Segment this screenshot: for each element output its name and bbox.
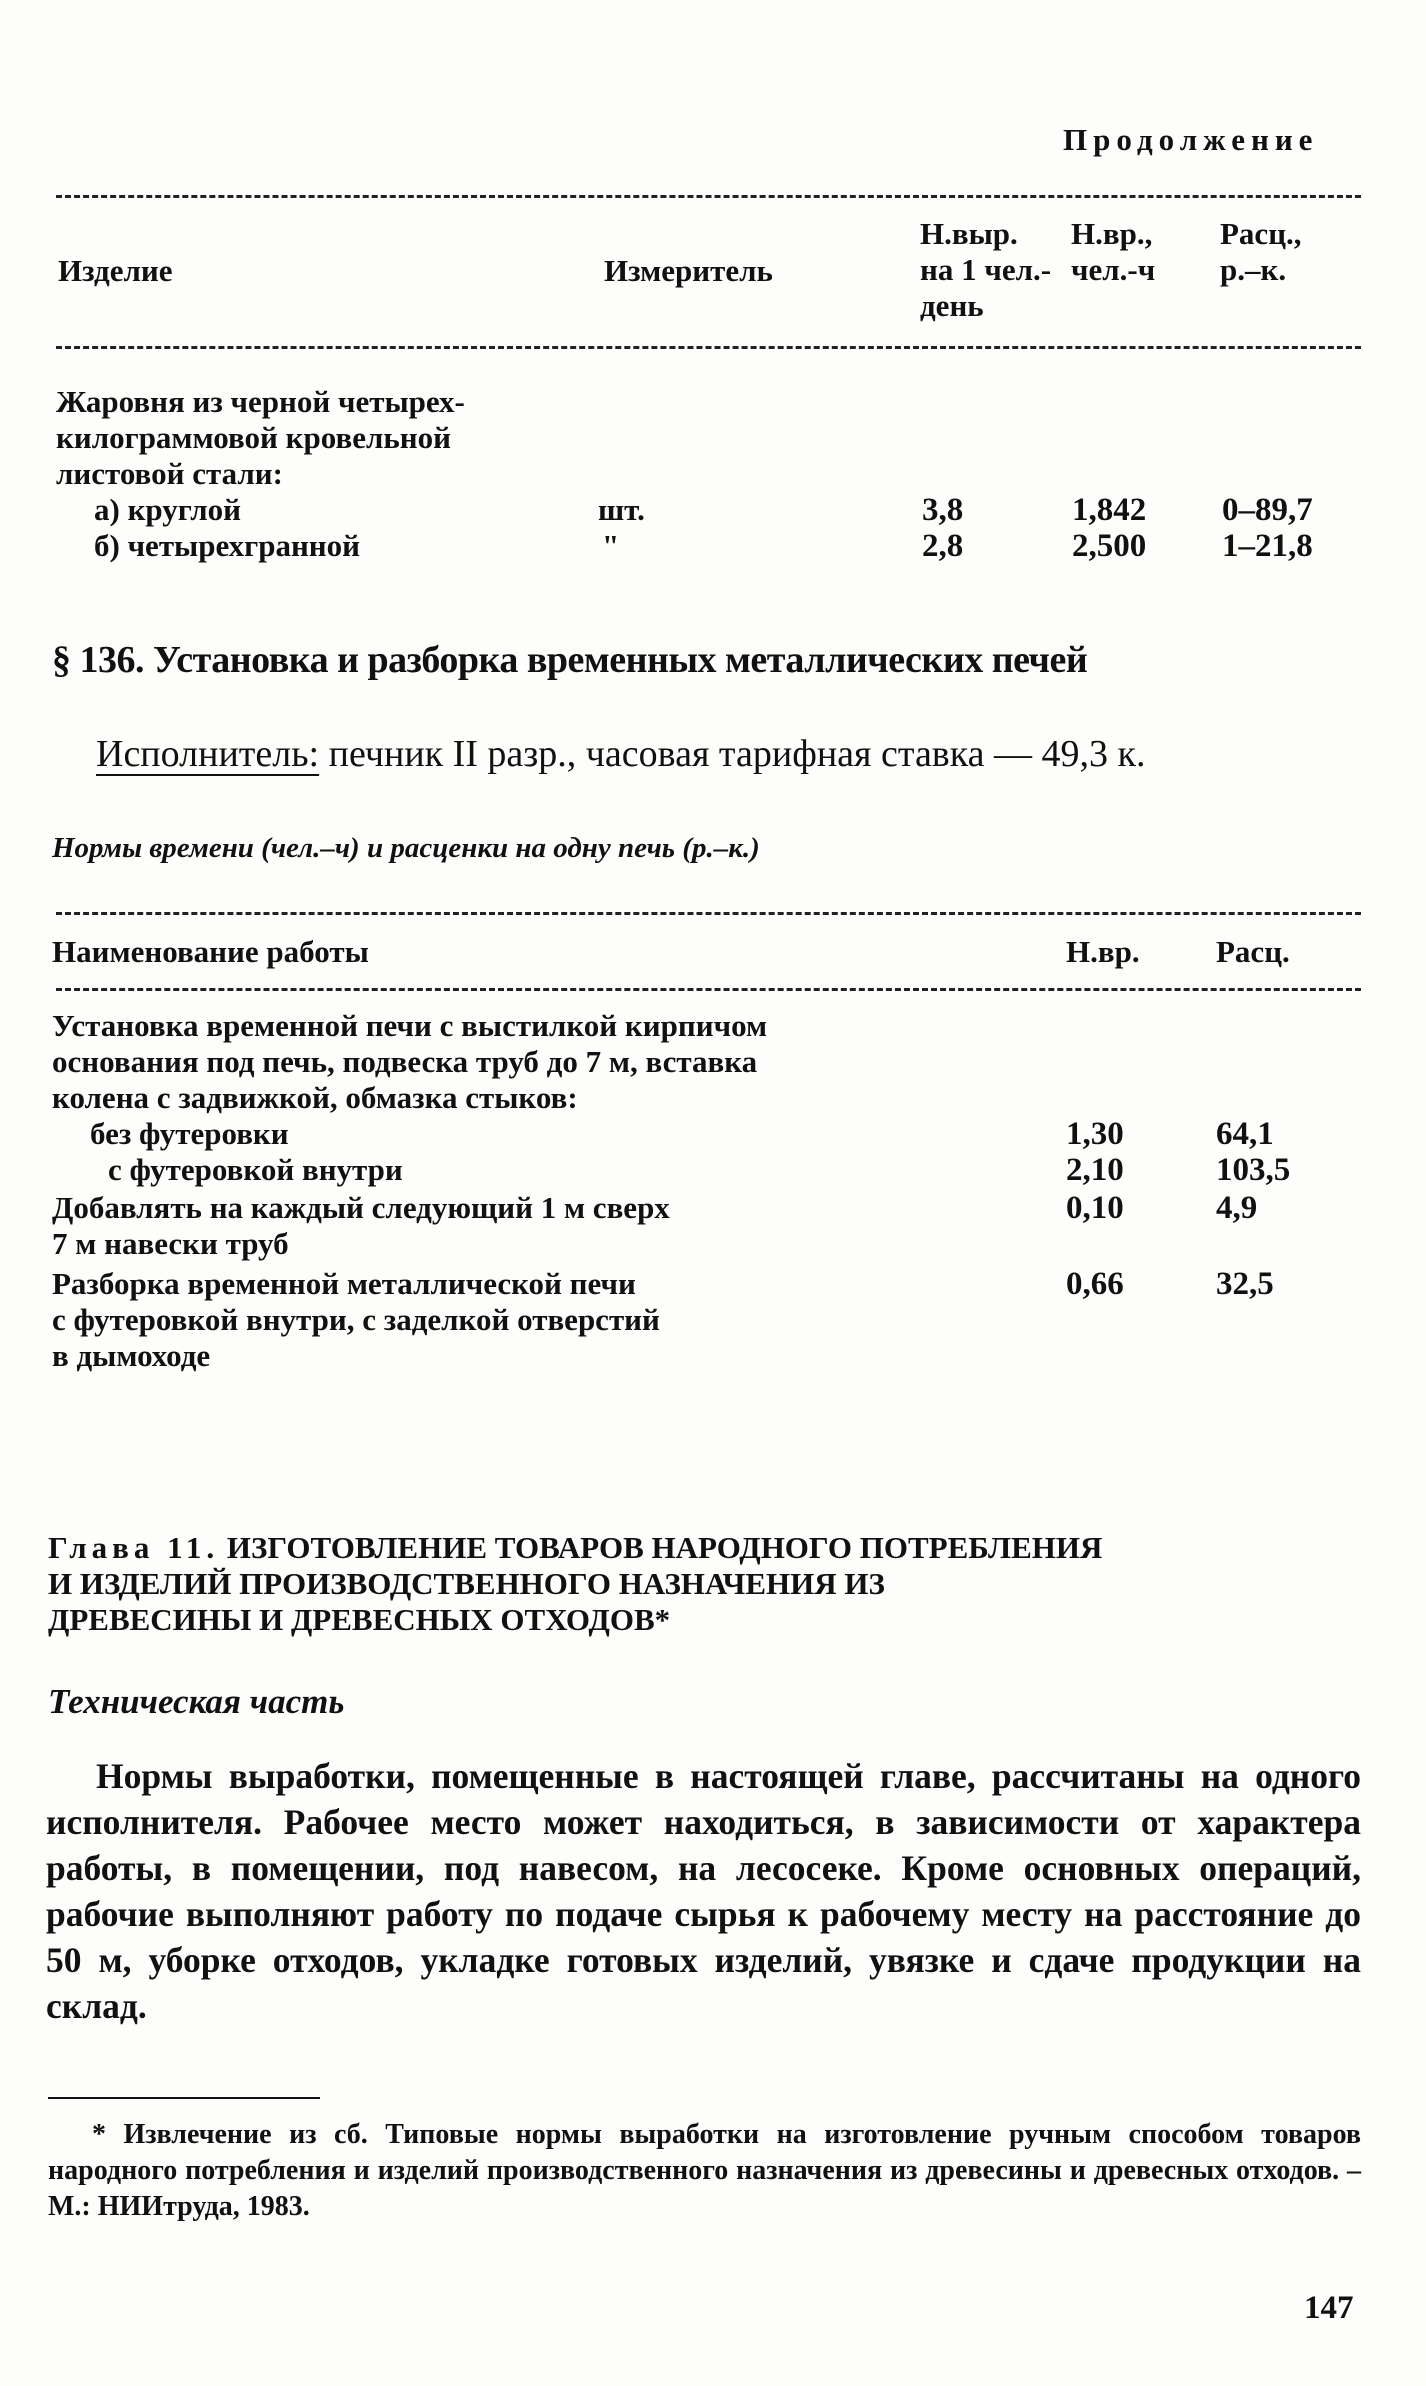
table1-row-unit: " [602, 528, 620, 563]
table2-header-rate: Расц. [1216, 934, 1290, 969]
table1-row-rate: 1–21,8 [1222, 528, 1313, 564]
technical-part-heading: Техническая часть [48, 1682, 345, 1721]
table1-header-rate: Расц., р.–к. [1220, 216, 1302, 287]
footnote: * Извлечение из сб. Типовые нормы выработки на изготовление ручным способом товаров народного потребления и изделий производственного назначения из древесины и древесных отходов. – М.: НИИтруда, 1983. [48, 2119, 1361, 2222]
table1-row-output: 3,8 [922, 492, 964, 528]
page-number: 147 [1304, 2290, 1354, 2326]
technical-paragraph: Нормы выработки, помещенные в настоящей главе, рассчитаны на одного исполнителя. Рабочее место может находиться, в зависимости от характера работы, в помещении, под навесом, на лесосеке. Кроме основных операций, рабочие выполняют работу по подаче сырья к рабочему месту на расстояние до 50 м, уборке отходов, укладке готовых изделий, увязке и сдаче продукции на склад. [46, 1756, 1361, 2026]
table1-header-output: Н.выр. на 1 чел.- день [920, 216, 1052, 323]
table2-group-title: Установка временной печи с выстилкой кирпичом основания под печь, подвеска труб до 7 м, вставка колена с задвижкой, обмазка стыков: [52, 1008, 768, 1115]
table2-row-rate: 32,5 [1216, 1266, 1274, 1302]
table2-row-time: 1,30 [1066, 1116, 1124, 1152]
chapter-title-line: Глава 11. ИЗГОТОВЛЕНИЕ ТОВАРОВ НАРОДНОГО ПОТРЕБЛЕНИЯ [48, 1530, 1103, 1565]
table2-row-time: 0,10 [1066, 1190, 1124, 1226]
table1-row-output: 2,8 [922, 528, 964, 564]
continuation-label: Продолжение [1063, 122, 1319, 157]
executor-line [96, 732, 1361, 776]
table1-row-rate: 0–89,7 [1222, 492, 1313, 528]
chapter-heading [48, 1530, 1102, 1638]
table2-row-name: Разборка временной металлической печи с футеровкой внутри, с заделкой отверстий в дымоходе [52, 1266, 660, 1373]
table2-row-rate: 64,1 [1216, 1116, 1274, 1152]
table1-group-title: Жаровня из черной четырех- килограммовой кровельной листовой стали: [56, 384, 465, 491]
table2-header-time: Н.вр. [1066, 934, 1140, 969]
table2-row-rate: 4,9 [1216, 1190, 1258, 1226]
table1-header-unit: Измеритель [604, 253, 773, 288]
norms-caption: Нормы времени (чел.–ч) и расценки на одну печь (р.–к.) [52, 832, 760, 864]
chapter-title-line: И ИЗДЕЛИЙ ПРОИЗВОДСТВЕННОГО НАЗНАЧЕНИЯ ИЗ [48, 1566, 885, 1601]
table2-row-name: Добавлять на каждый следующий 1 м сверх 7 м навески труб [52, 1190, 670, 1261]
table1-top-rule [56, 195, 1361, 198]
table1-row-name: а) круглой [94, 492, 242, 527]
table1-row-time: 2,500 [1072, 528, 1147, 564]
section-title: § 136. Установка и разборка временных металлических печей [52, 639, 1088, 681]
table1-row-name: б) четырехгранной [94, 528, 361, 563]
table2-header-work: Наименование работы [52, 934, 369, 969]
table2-row-time: 0,66 [1066, 1266, 1124, 1302]
table1-row-time: 1,842 [1072, 492, 1147, 528]
footnote-rule [48, 2097, 320, 2099]
table2-header-rule [56, 988, 1361, 991]
executor-label: Исполнитель: [96, 733, 320, 775]
chapter-title-line: ДРЕВЕСИНЫ И ДРЕВЕСНЫХ ОТХОДОВ* [48, 1602, 671, 1637]
table1-row-unit: шт. [598, 492, 645, 527]
chapter-label: Глава 11. [48, 1530, 220, 1565]
table2-top-rule [56, 912, 1361, 915]
executor-text: печник II разр., часовая тарифная ставка — 49,3 к. [328, 733, 1146, 775]
table1-header-rule [56, 346, 1361, 349]
table1-header-time: Н.вр., чел.-ч [1071, 216, 1156, 287]
table2-row-time: 2,10 [1066, 1152, 1124, 1188]
table1-header-item: Изделие [58, 253, 173, 288]
table2-row-name: с футеровкой внутри [108, 1152, 403, 1187]
table2-row-name: без футеровки [90, 1116, 289, 1151]
table2-row-rate: 103,5 [1216, 1152, 1291, 1188]
